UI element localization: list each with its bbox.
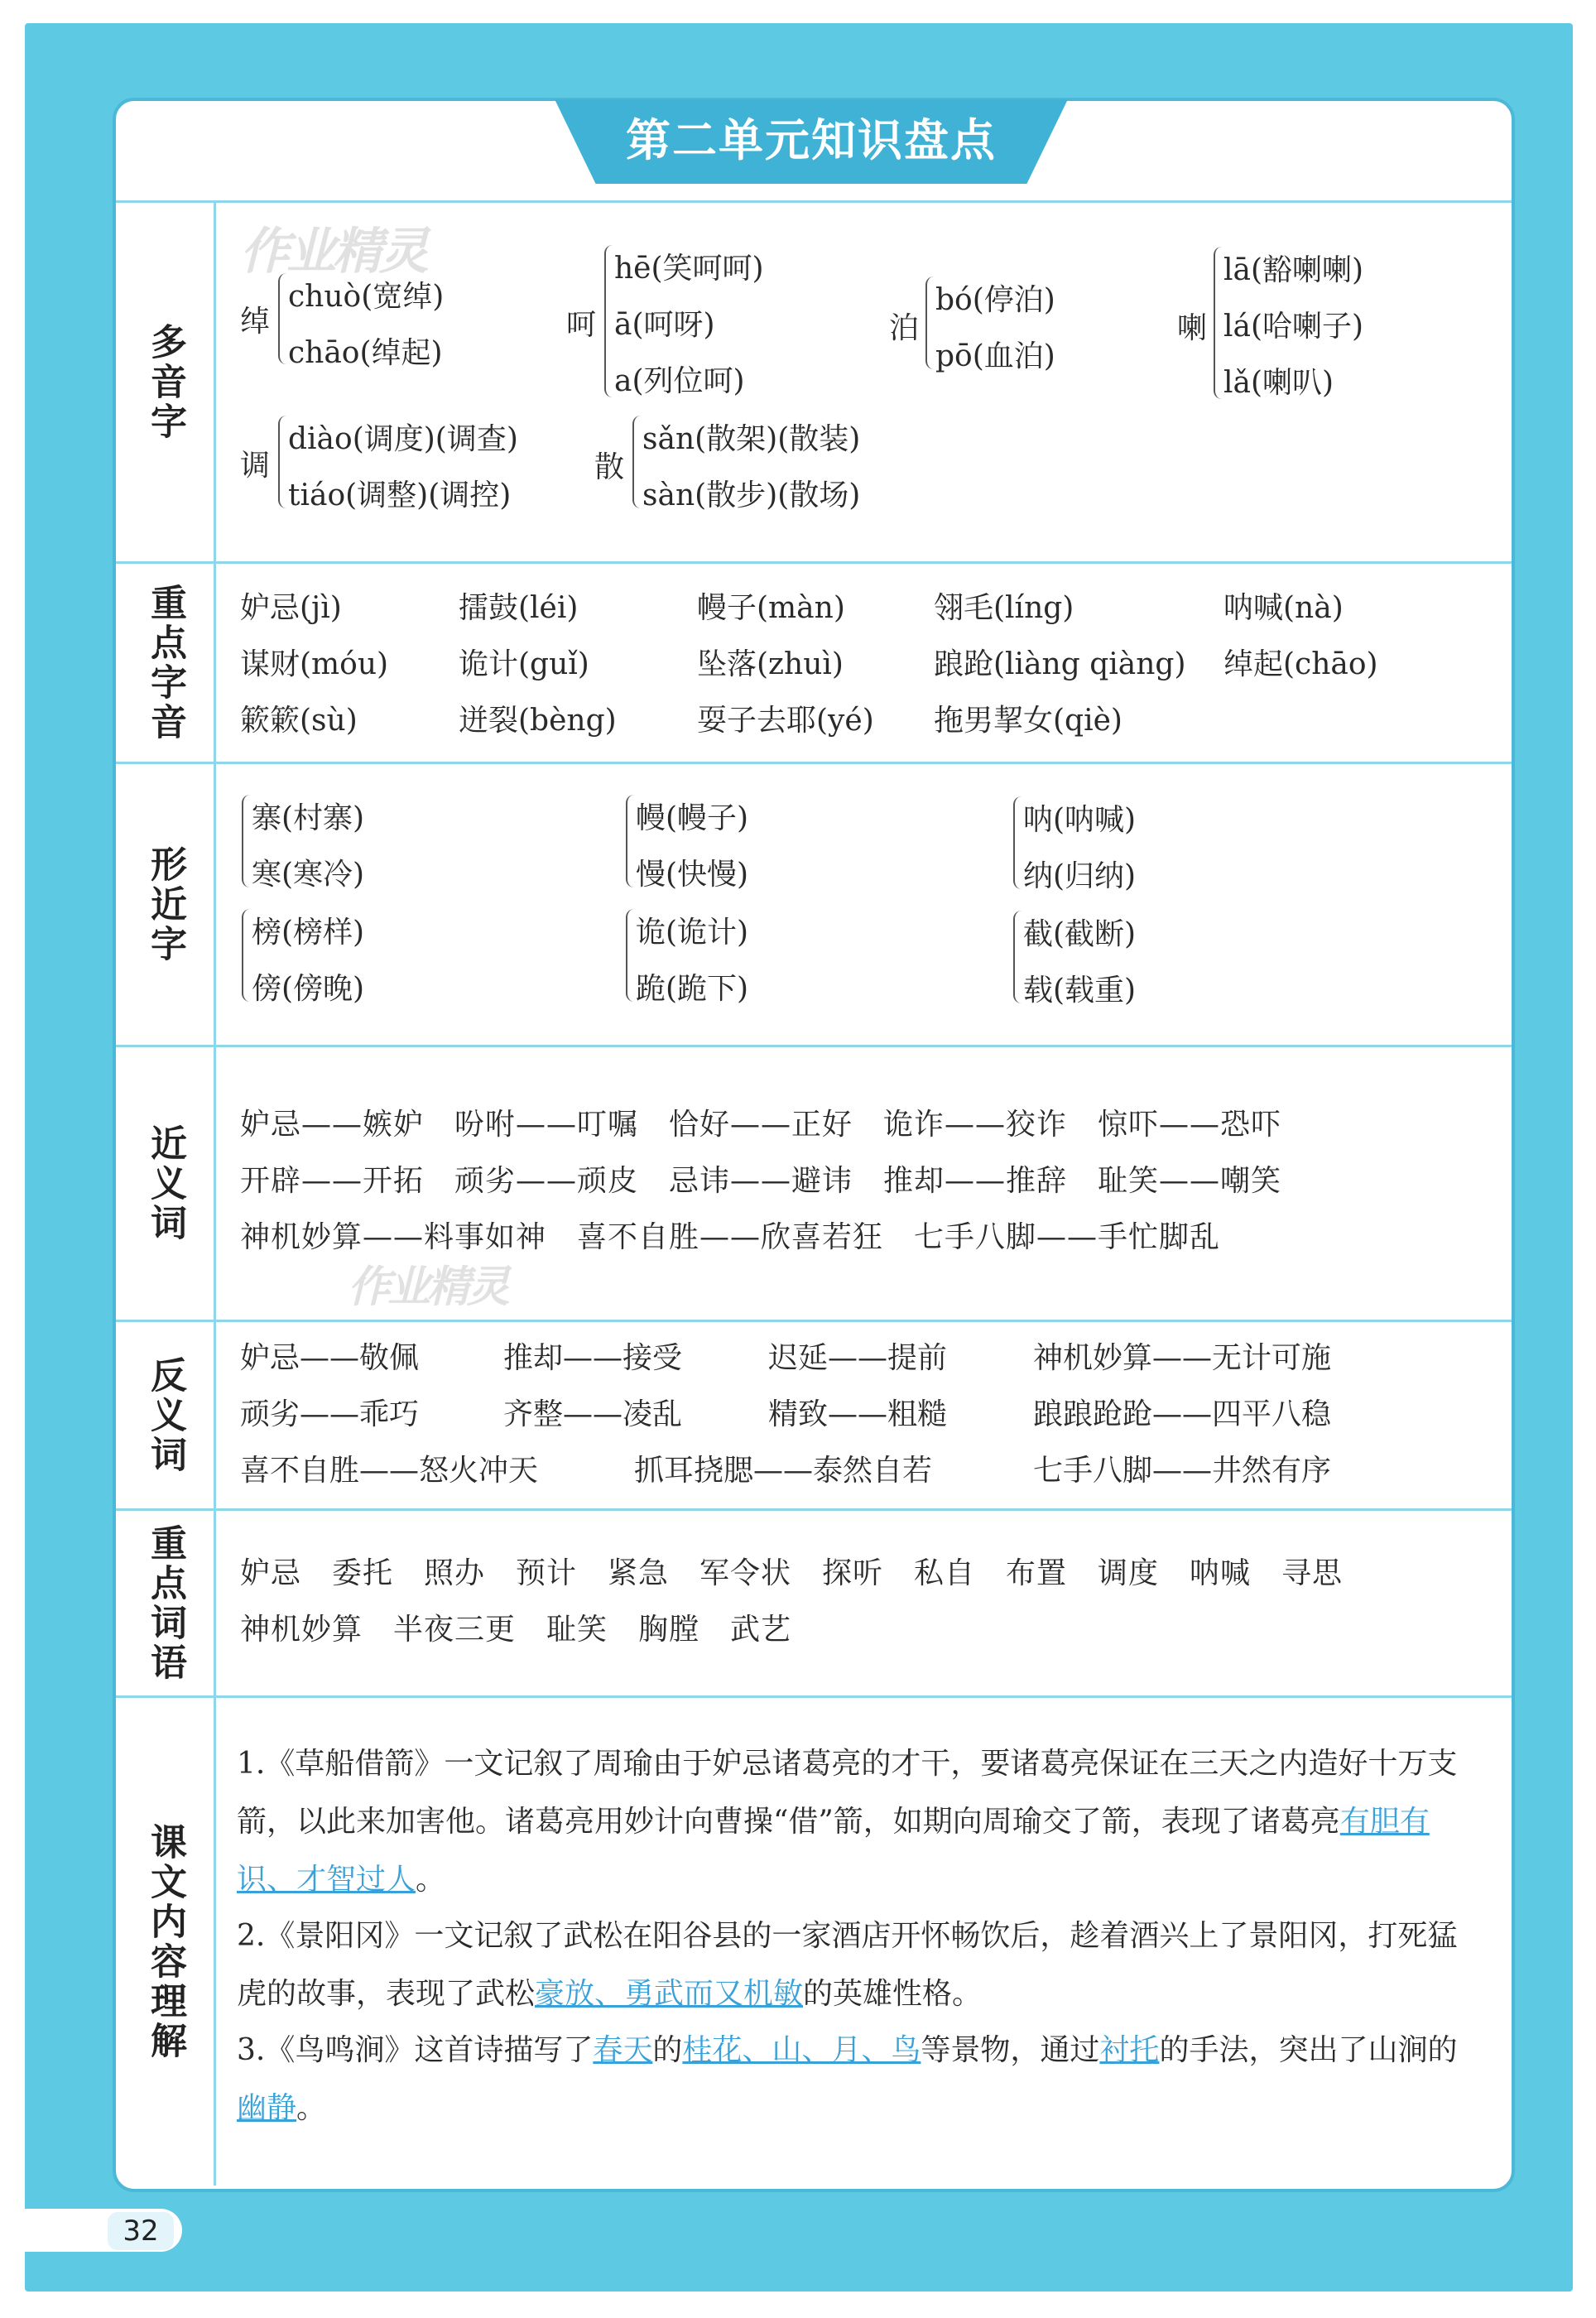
watermark: 作业精灵 [240,223,425,281]
section-label: 课文内容理解 [144,1823,186,2061]
similar-char: 幔(幔子) [636,801,749,835]
section-divider [116,762,1512,764]
antonym-item: 抓耳挠腮——泰然自若 [634,1454,933,1488]
polyphone-char: 散 [594,450,625,484]
pronunciation-item: 耍子去耶(yé) [697,704,874,738]
pronunciation-item: 踉跄(liàng qiàng) [934,647,1186,681]
pronunciation-item: 幔子(màn) [697,591,845,625]
answer: 春天 [593,2033,653,2067]
similar-char: 截(截断) [1023,917,1137,951]
section-label: 多音字 [144,322,186,442]
page-number: 32 [108,2212,174,2250]
brace [278,273,288,364]
key-words-row: 妒忌 委托 照办 预计 紧急 军令状 探听 私自 布置 调度 呐喊 寻思 [240,1556,1344,1590]
similar-char: 诡(诡计) [636,916,749,950]
section-label: 重点字音 [144,583,186,743]
brace [604,245,614,397]
pinyin-entry: lǎ(喇叭) [1223,366,1334,400]
pronunciation-item: 呐喊(nà) [1223,591,1344,625]
antonym-item: 精致——粗糙 [768,1397,948,1431]
similar-char: 榜(榜样) [252,916,365,950]
section-divider [116,1045,1512,1047]
section-label: 反义词 [144,1355,186,1475]
pronunciation-item: 拖男挈女(qiè) [934,704,1122,738]
pronunciation-item: 诡计(guǐ) [459,647,589,681]
polyphone-char: 泊 [889,311,920,345]
key-words-row: 神机妙算 半夜三更 耻笑 胸膛 武艺 [240,1613,792,1647]
watermark: 作业精灵 [348,1262,507,1312]
section-divider [116,1508,1512,1511]
similar-char: 纳(归纳) [1023,859,1137,893]
header-divider [116,200,1512,203]
answer: 衬托 [1099,2033,1160,2067]
pronunciation-item: 翎毛(líng) [934,591,1074,625]
pinyin-entry: ā(呵呀) [614,308,715,342]
pinyin-entry: diào(调度)(调查) [288,422,518,456]
section-divider [116,561,1512,564]
section-label: 近义词 [144,1123,186,1243]
brace [242,795,252,887]
antonym-item: 顽劣——乖巧 [240,1397,420,1431]
polyphone-char: 绰 [240,305,271,339]
section-divider [116,1695,1512,1698]
antonym-item: 七手八脚——井然有序 [1033,1454,1332,1488]
similar-char: 呐(呐喊) [1023,803,1137,837]
similar-char: 跪(跪下) [636,972,749,1006]
pinyin-entry: sǎn(散架)(散装) [642,422,861,456]
pinyin-entry: chāo(绰起) [288,336,443,370]
similar-char: 寨(村寨) [252,801,365,835]
brace [632,416,642,508]
brace [626,909,636,1002]
answer: 桂花、山、月、鸟 [682,2033,921,2067]
pinyin-entry: hē(笑呵呵) [614,252,764,286]
brace [242,909,252,1002]
polyphone-char: 喇 [1177,311,1208,345]
brace [925,277,935,369]
pinyin-entry: sàn(散步)(散场) [642,479,861,512]
pinyin-entry: tiáo(调整)(调控) [288,479,512,512]
similar-char: 傍(傍晚) [252,972,365,1006]
comprehension-paragraph-3: 3.《鸟鸣涧》这首诗描写了春天的桂花、山、月、鸟等景物，通过衬托的手法，突出了山涧的幽静。 [237,2033,1458,2125]
answer: 有胆有识、才智过人 [237,1805,1430,1897]
section-label: 重点词语 [144,1523,186,1683]
answer: 幽静 [237,2091,297,2125]
antonym-item: 迟延——提前 [768,1341,948,1375]
similar-char: 载(载重) [1023,974,1137,1008]
polyphone-char: 调 [240,449,271,483]
pinyin-entry: a(列位呵) [614,364,745,398]
brace [278,416,288,508]
answer: 豪放、勇武而又机敏 [535,1977,804,2011]
label-column-divider [214,200,216,2186]
pinyin-entry: chuò(宽绰) [288,280,445,314]
section-label: 形近字 [144,844,186,964]
page-title: 第二单元知识盘点 [626,114,997,166]
brace [1013,796,1023,889]
comprehension-paragraph-2: 2.《景阳冈》一文记叙了武松在阳谷县的一家酒店开怀畅饮后，趁着酒兴上了景阳冈，打死猛虎的故事，表现了武松豪放、勇武而又机敏的英雄性格。 [237,1919,1458,2011]
antonym-item: 推却——接受 [503,1341,683,1375]
antonym-item: 妒忌——敬佩 [240,1341,420,1375]
pronunciation-item: 迸裂(bèng) [459,704,617,738]
polyphone-char: 呵 [566,308,597,342]
pronunciation-item: 簌簌(sù) [240,704,358,738]
antonym-item: 喜不自胜——怒火冲天 [240,1454,539,1488]
pinyin-entry: pō(血泊) [935,339,1055,373]
brace [1013,911,1023,1003]
synonym-row: 开辟——开拓 顽劣——顽皮 忌讳——避讳 推却——推辞 耻笑——嘲笑 [240,1164,1282,1198]
synonym-row: 妒忌——嫉妒 吩咐——叮嘱 恰好——正好 诡诈——狡诈 惊吓——恐吓 [240,1108,1282,1142]
antonym-item: 踉踉跄跄——四平八稳 [1033,1397,1332,1431]
pinyin-entry: bó(停泊) [935,283,1055,317]
antonym-item: 齐整——凌乱 [503,1397,683,1431]
pinyin-entry: lá(哈喇子) [1223,310,1364,344]
pronunciation-item: 擂鼓(léi) [459,591,579,625]
synonym-row: 神机妙算——料事如神 喜不自胜——欣喜若狂 七手八脚——手忙脚乱 [240,1220,1221,1254]
similar-char: 慢(快慢) [636,858,749,892]
pinyin-entry: lā(豁喇喇) [1223,253,1364,287]
pronunciation-item: 妒忌(jì) [240,591,342,625]
similar-char: 寒(寒冷) [252,858,365,892]
antonym-item: 神机妙算——无计可施 [1033,1341,1332,1375]
section-divider [116,1320,1512,1322]
pronunciation-item: 坠落(zhuì) [697,647,844,681]
comprehension-paragraph-1: 1.《草船借箭》一文记叙了周瑜由于妒忌诸葛亮的才干，要诸葛亮保证在三天之内造好十万支箭，以此来加害他。诸葛亮用妙计向曹操“借”箭，如期向周瑜交了箭，表现了诸葛亮有胆有识、才智过人。 [237,1747,1458,1897]
pronunciation-item: 绰起(chāo) [1223,647,1378,681]
brace [1214,247,1223,399]
pronunciation-item: 谋财(móu) [240,647,389,681]
brace [626,795,636,887]
